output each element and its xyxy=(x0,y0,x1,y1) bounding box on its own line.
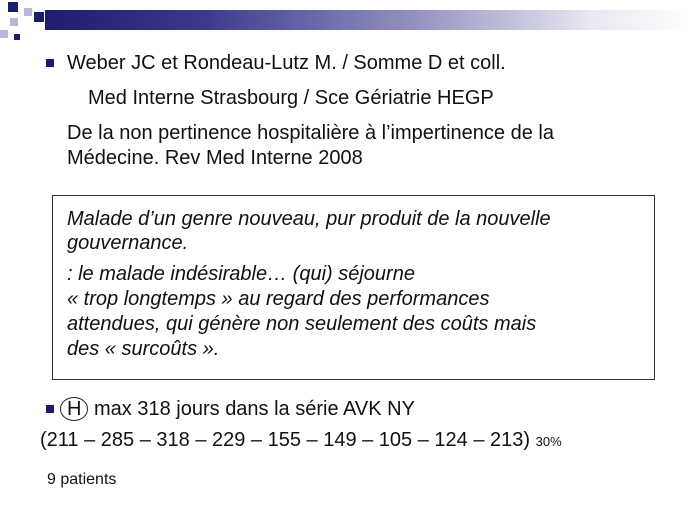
quote-line4: « trop longtemps » au regard des performances xyxy=(67,288,490,310)
quote-line3: : le malade indésirable… (qui) séjourne xyxy=(67,263,415,285)
deco-square-1 xyxy=(8,2,18,12)
title-gradient-bar xyxy=(45,10,689,30)
stay-percent: 30% xyxy=(535,434,562,449)
reference-title-line1: De la non pertinence hospitalière à l’impertinence de la xyxy=(67,122,554,144)
deco-square-5 xyxy=(0,30,8,38)
quote-line2: gouvernance. xyxy=(67,232,189,254)
quote-line6: des « surcoûts ». xyxy=(67,338,220,360)
stay-text: max 318 jours dans la série AVK NY xyxy=(94,398,415,420)
reference-authors: Weber JC et Rondeau-Lutz M. / Somme D et coll. xyxy=(67,52,506,74)
reference-institutions: Med Interne Strasbourg / Sce Gériatrie HEGP xyxy=(88,87,494,109)
bullet-reference xyxy=(46,59,54,67)
circled-h: H xyxy=(60,397,88,421)
deco-square-2 xyxy=(24,8,32,16)
quote-line5: attendues, qui génère non seulement des coûts mais xyxy=(67,313,537,335)
stay-series-line xyxy=(40,428,562,454)
deco-square-6 xyxy=(14,34,20,40)
patients-count: 9 patients xyxy=(47,471,117,488)
stay-series: (211 – 285 – 318 – 229 – 155 – 149 – 105 – 124 – 213) xyxy=(40,429,531,451)
deco-square-3 xyxy=(34,12,44,22)
quote-line1: Malade d’un genre nouveau, pur produit de la nouvelle xyxy=(67,208,551,230)
stay-line xyxy=(60,397,415,421)
reference-title-line2: Médecine. Rev Med Interne 2008 xyxy=(67,147,363,169)
deco-square-4 xyxy=(10,18,18,26)
bullet-stay xyxy=(46,405,54,413)
